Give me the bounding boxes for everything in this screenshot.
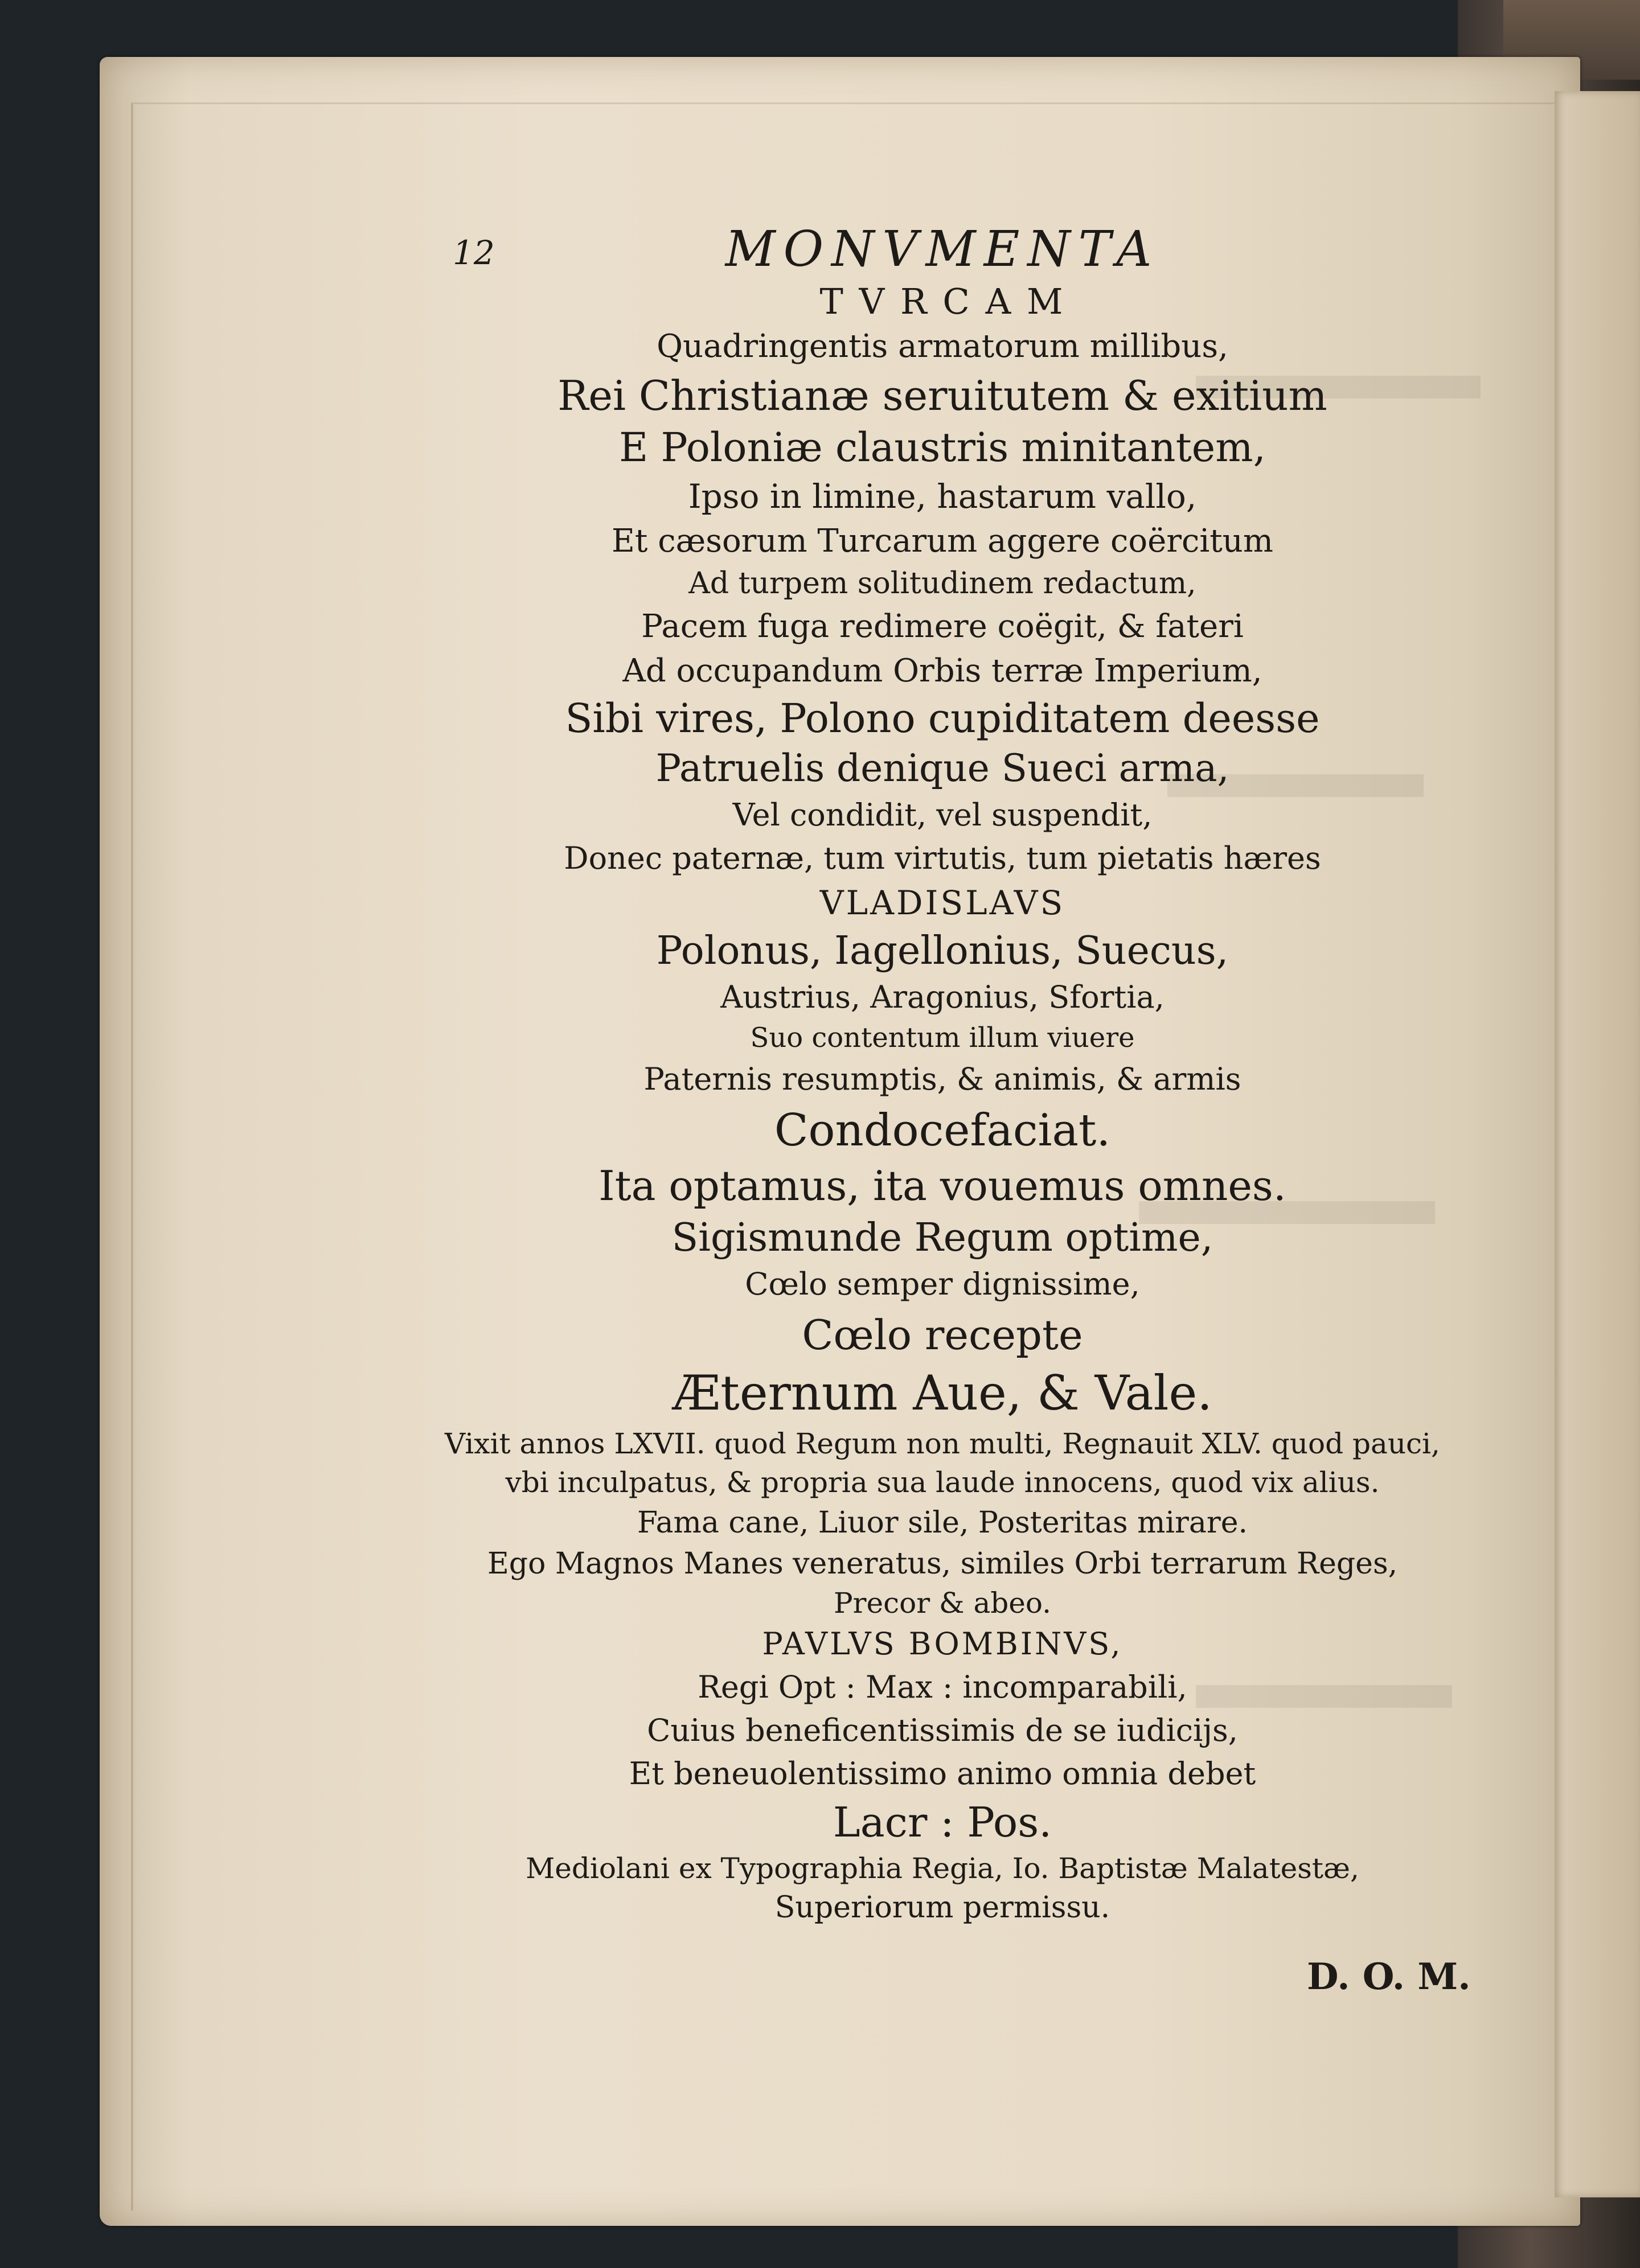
text-line: E Poloniæ claustris minitantem, xyxy=(619,424,1266,471)
signature-mark: D. O. M. xyxy=(1307,1955,1471,1998)
epitaph-text xyxy=(387,221,1498,1925)
text-line: Cœlo semper dignissime, xyxy=(745,1266,1140,1302)
text-line: Et beneuolentissimo animo omnia debet xyxy=(629,1756,1256,1792)
text-line: Mediolani ex Typographia Regia, Io. Baptistæ Malatestæ, xyxy=(526,1852,1359,1885)
text-line: Precor & abeo. xyxy=(834,1587,1051,1620)
text-line: Superiorum permissu. xyxy=(774,1891,1110,1925)
text-line: Sibi vires, Polono cupiditatem deesse xyxy=(565,695,1320,742)
text-line: T V R C A M xyxy=(819,281,1065,322)
text-line: Sigismunde Regum optime, xyxy=(671,1215,1213,1260)
text-line: Quadringentis armatorum millibus, xyxy=(657,328,1228,365)
text-line: Donec paternæ, tum virtutis, tum pietatis hæres xyxy=(564,840,1321,876)
text-line: Patruelis denique Sueci arma, xyxy=(655,746,1229,790)
running-title: MONVMENTA xyxy=(725,221,1160,278)
text-line: Et cæsorum Turcarum aggere coërcitum xyxy=(612,523,1273,560)
text-line: Regi Opt : Max : incomparabili, xyxy=(698,1669,1187,1705)
text-line: PAVLVS BOMBINVS, xyxy=(762,1626,1123,1662)
text-line: Condocefaciat. xyxy=(774,1105,1111,1156)
text-line: Ego Magnos Manes veneratus, similes Orbi terrarum Reges, xyxy=(487,1547,1398,1581)
facing-page-strip xyxy=(1555,91,1640,2197)
text-line: Austrius, Aragonius, Sfortia, xyxy=(720,979,1165,1015)
text-line: Æternum Aue, & Vale. xyxy=(673,1365,1212,1421)
text-line: Suo contentum illum viuere xyxy=(750,1022,1135,1054)
text-line: Paternis resumptis, & animis, & armis xyxy=(643,1061,1241,1097)
text-line: Polonus, Iagellonius, Suecus, xyxy=(656,928,1229,973)
text-line: Vel condidit, vel suspendit, xyxy=(732,797,1153,833)
text-line: vbi inculpatus, & propria sua laude innocens, quod vix alius. xyxy=(505,1466,1380,1499)
text-line: Pacem fuga redimere coëgit, & fateri xyxy=(641,608,1244,645)
text-line: Fama cane, Liuor sile, Posteritas mirare. xyxy=(637,1506,1248,1540)
page-number: 12 xyxy=(453,233,495,272)
text-line: Ad occupandum Orbis terræ Imperium, xyxy=(622,652,1262,689)
text-line: VLADISLAVS xyxy=(819,884,1065,922)
text-line: Cuius beneficentissimis de se iudicijs, xyxy=(647,1712,1238,1748)
text-line: Vixit annos LXVII. quod Regum non multi, Regnauit XLV. quod pauci, xyxy=(445,1427,1440,1460)
text-line: Lacr : Pos. xyxy=(833,1798,1052,1846)
text-line: Ita optamus, ita vouemus omnes. xyxy=(598,1162,1286,1210)
text-line: Ipso in limine, hastarum vallo, xyxy=(688,477,1197,516)
text-line: Rei Christianæ seruitutem & exitium xyxy=(557,372,1327,420)
text-line: Cœlo recepte xyxy=(802,1311,1083,1359)
text-line: Ad turpem solitudinem redactum, xyxy=(688,566,1196,601)
